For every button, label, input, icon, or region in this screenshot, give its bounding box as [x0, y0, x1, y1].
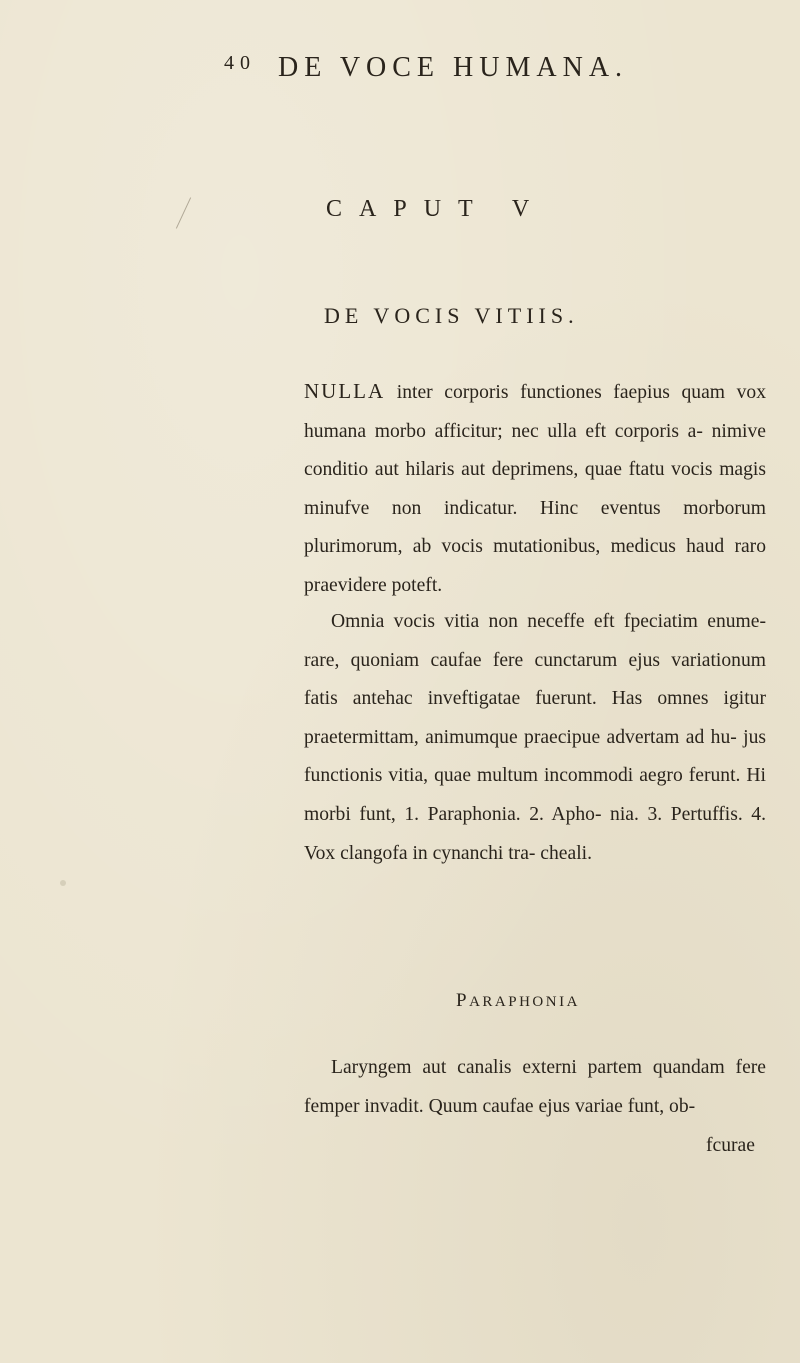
section-heading-text: ARAPHONIA [469, 994, 580, 1010]
chapter-title: CAPUT V [326, 196, 547, 222]
chapter-subtitle: DE VOCIS VITIIS. [324, 303, 579, 328]
paper-spot [60, 880, 66, 886]
paper-mark [176, 197, 191, 228]
running-head [224, 52, 628, 84]
paragraph-1-text: inter corporis functiones faepius quam vox humana morbo afficitur; nec ulla eft corporis a- nimive conditio aut hilaris aut deprimens, quae ftatu vocis magis minufve non indicatur. Hinc eventus morborum plurimorum, ab vocis mutationibus, medicus haud raro praevidere poteft. [304, 382, 766, 596]
section-heading [456, 990, 580, 1012]
paragraph-1 [304, 372, 766, 606]
paragraph-1-lead: NULLA [304, 379, 386, 403]
running-title: DE VOCE HUMANA. [278, 52, 629, 83]
paragraph-2: Omnia vocis vitia non neceffe eft fpeciatim enume- rare, quoniam caufae fere cunctarum ejus variationum fatis antehac inveftigatae fuerunt. Has omnes igitur praetermittam, animumque praecipue advertam ad hu- jus functionis vitia, quae multum incommodi aegro ferunt. Hi morbi funt, 1. Paraphonia. 2. Apho- nia. 3. Pertuffis. 4. Vox clangofa in cynanchi tra- cheali. [304, 611, 766, 864]
section-heading-initial: P [456, 990, 470, 1011]
page-number: 40 [224, 52, 256, 74]
catchword: fcurae [706, 1135, 755, 1156]
paragraph-3: Laryngem aut canalis externi partem quandam fere femper invadit. Quum caufae ejus variae funt, ob- [304, 1057, 766, 1117]
